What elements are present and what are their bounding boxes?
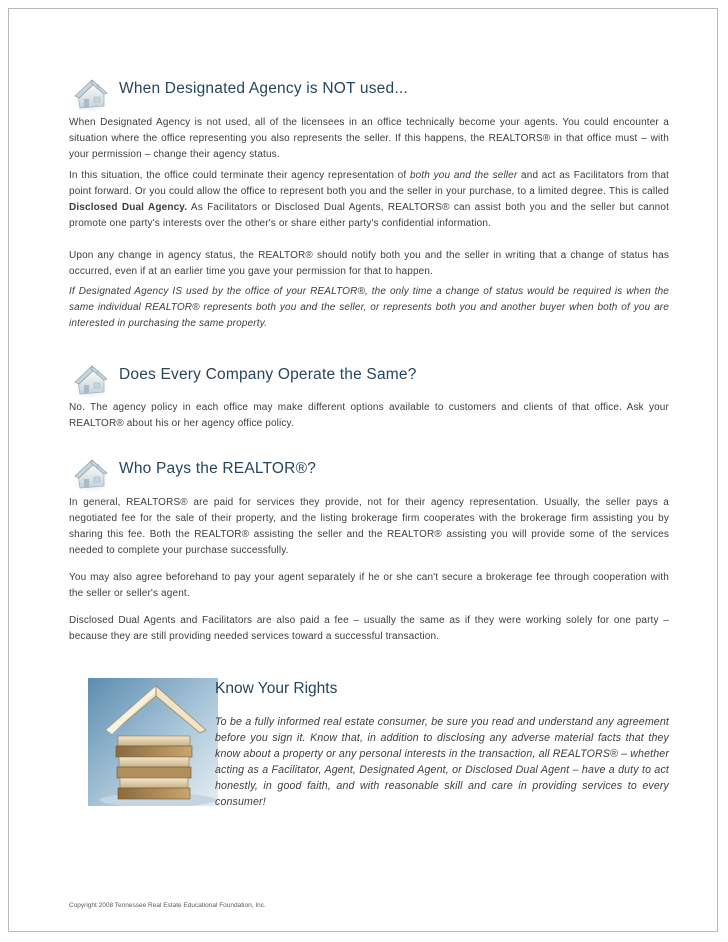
section-heading: When Designated Agency is NOT used... [119, 80, 408, 97]
text: In this situation, the office could terminate their agency representation of [69, 170, 410, 181]
paragraph: In general, REALTORS® are paid for services they provide, not for their agency representation. Usually, the seller pays a negotiated fee for the sale of their property, and the listing brokerage firm cooperates with the brokerage firm assisting you by sharing this fee. Both the REALTOR® assisting the seller and the REALTOR® assisting you will provide some of the services needed to complete your purchase successfully. [69, 497, 669, 556]
paragraph: You may also agree beforehand to pay your agent separately if he or she can't secure a brokerage fee through cooperation with the seller or seller's agent. [69, 572, 669, 599]
bold-term: Disclosed Dual Agency. [69, 202, 188, 213]
know-your-rights-body: To be a fully informed real estate consumer, be sure you read and understand any agreement before you sign it. Know that, in addition to disclosing any adverse material facts that they know about a property or any personal interests in the transaction, all REALTORS® – whether acting as a Facilitator, Agent, Designated Agent, or Disclosed Dual Agent – have a duty to act honestly, in good faith, and with reasonable skill and care in providing services to every consumer! [215, 716, 669, 808]
text: and act as Facilitators from that point forward. Or you could allow the office to represent both you and the seller in your purchase, to a limited degree. This is called [69, 170, 669, 197]
house-icon [71, 75, 111, 113]
section-heading: Who Pays the REALTOR®? [119, 460, 317, 477]
house-of-books-image [88, 678, 218, 806]
document-page [8, 8, 718, 932]
know-your-rights-heading: Know Your Rights [215, 680, 338, 697]
section-heading-row [9, 455, 709, 495]
paragraph: Disclosed Dual Agents and Facilitators are also paid a fee – usually the same as if they were working solely for one party – because they are still providing needed services toward a successful transaction. [69, 615, 669, 642]
house-icon [71, 455, 111, 493]
paragraph: When Designated Agency is not used, all of the licensees in an office technically become your agents. You could encounter a situation where the office representing you also represents the seller. If this happens, the REALTORS® in that office must – with your permission – change their agency status. [69, 117, 669, 160]
house-icon [71, 361, 111, 399]
emphasis-text: both you and the seller [409, 170, 518, 181]
section-heading-row [9, 75, 709, 115]
paragraph [69, 168, 669, 232]
section-heading-row [9, 361, 709, 401]
text: As Facilitators or Disclosed Dual Agents, REALTORS® can assist both you and the seller but cannot promote one party's interests over the other's or share either party's confidential information. [69, 202, 669, 229]
section-heading: Does Every Company Operate the Same? [119, 366, 417, 383]
paragraph: Upon any change in agency status, the REALTOR® should notify both you and the seller in writing that a change of status has occurred, even if at an earlier time you gave your permission for that to happen. [69, 250, 669, 277]
paragraph: No. The agency policy in each office may make different options available to customers and clients of that office. Ask your REALTOR® about his or her agency office policy. [69, 402, 669, 429]
paragraph-italic: If Designated Agency IS used by the office of your REALTOR®, the only time a change of status would be required is when the same individual REALTOR® represents both you and the seller, or represents both you and another buyer when both of you are interested in purchasing the same property. [69, 286, 669, 329]
copyright-footer: Copyright 2008 Tennessee Real Estate Educational Foundation, Inc. [69, 902, 266, 909]
